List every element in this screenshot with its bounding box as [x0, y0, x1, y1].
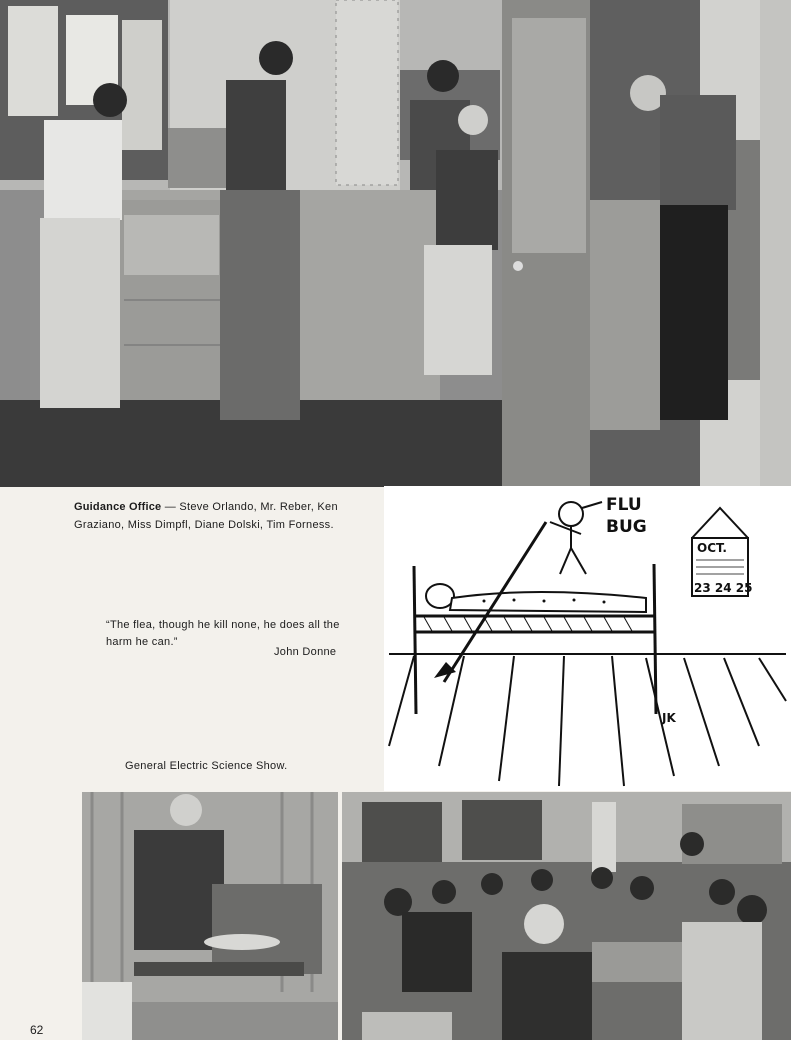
cartoon-label-bug: BUG	[606, 517, 647, 537]
donne-quote: “The flea, though he kill none, he does all the harm he can.”	[106, 619, 340, 648]
science-show-photo	[82, 792, 338, 1040]
caption-lead: Guidance Office	[74, 501, 162, 513]
quote-author: John Donne	[274, 646, 337, 658]
caption-names: Steve Orlando, Mr. Reber, Ken Graziano, Miss Dimpfl, Diane Dolski, Tim Forness.	[74, 501, 338, 531]
cartoon-label-flu: FLU	[606, 495, 642, 515]
guidance-office-caption	[74, 498, 382, 534]
calendar-days: 23 24 25	[694, 581, 753, 595]
guidance-office-photo	[0, 0, 791, 487]
typing-class-photo	[342, 792, 791, 1040]
science-show-caption: General Electric Science Show.	[125, 760, 288, 772]
page-number: 62	[30, 1023, 44, 1037]
caption-dash: —	[164, 501, 177, 513]
calendar-month: OCT.	[697, 541, 727, 555]
flu-bug-cartoon	[384, 486, 791, 791]
artist-signature: JK	[662, 711, 676, 725]
